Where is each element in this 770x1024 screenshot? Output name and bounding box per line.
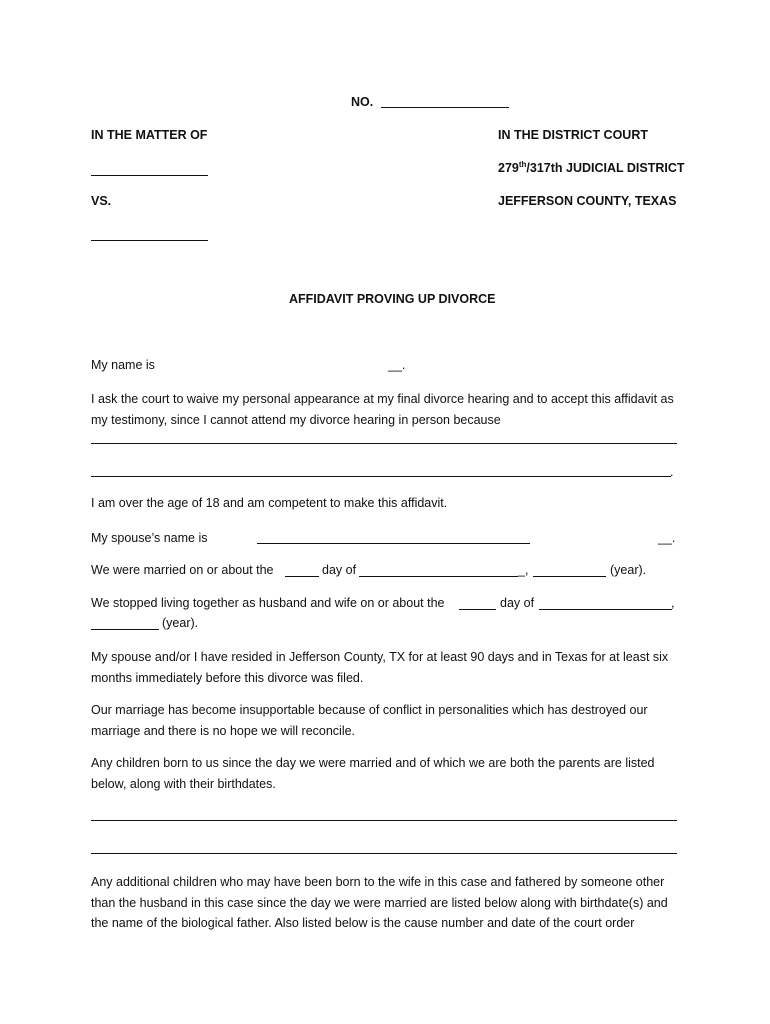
spouse-name-prefix: My spouse’s name is <box>91 531 208 545</box>
waive-appearance-paragraph: I ask the court to waive my personal appearance at my final divorce hearing and to accept this affidavit as my testimony, since I cannot attend my divorce hearing in person because <box>91 392 674 427</box>
children-line-1[interactable] <box>91 820 677 821</box>
name-suffix: __. <box>388 358 406 372</box>
reason-period: . <box>670 465 674 479</box>
married-comma: _, <box>518 563 529 577</box>
separated-prefix: We stopped living together as husband and wife on or about the <box>91 596 445 610</box>
separated-year-blank[interactable] <box>91 629 159 630</box>
additional-children-paragraph: Any additional children who may have been born to the wife in this case and fathered by someone other than the husband in this case since the day we were married are listed below along with birthdate(s) and the name of the biological father. Also listed below is the cause number and date of the court order <box>91 875 668 930</box>
judicial-district-label <box>498 161 685 175</box>
children-paragraph: Any children born to us since the day we were married and of which we are both the parents are listed below, along with their birthdates. <box>91 756 655 791</box>
residency-paragraph: My spouse and/or I have resided in Jefferson County, TX for at least 90 days and in Texas for at least six months immediately before this divorce was filed. <box>91 650 669 685</box>
spouse-name-blank[interactable] <box>257 543 530 544</box>
petitioner-name-blank[interactable] <box>91 175 208 176</box>
cause-number-text: NO. <box>351 95 374 109</box>
separated-month-blank[interactable] <box>539 609 672 610</box>
married-day-label: day of <box>322 563 357 577</box>
separated-day-blank[interactable] <box>459 609 496 610</box>
document-title: AFFIDAVIT PROVING UP DIVORCE <box>289 292 496 306</box>
district-rest: /317th JUDICIAL DISTRICT <box>526 161 685 175</box>
district-number: 279 <box>498 161 519 175</box>
married-year-label: (year). <box>610 563 647 577</box>
insupportable-paragraph: Our marriage has become insupportable because of conflict in personalities which has destroyed our marriage and there is no hope we will reconcile. <box>91 703 648 738</box>
matter-label: IN THE MATTER OF <box>91 128 208 142</box>
reason-line-2[interactable] <box>91 476 671 477</box>
age-statement: I am over the age of 18 and am competent to make this affidavit. <box>91 496 448 510</box>
spouse-name-suffix: __. <box>658 531 676 545</box>
married-month-blank[interactable] <box>359 576 518 577</box>
district-court-label: IN THE DISTRICT COURT <box>498 128 648 142</box>
separated-year-label: (year). <box>162 616 199 630</box>
cause-number-label <box>351 95 373 109</box>
separated-comma: , <box>671 596 675 610</box>
name-prefix: My name is <box>91 358 155 372</box>
married-prefix: We were married on or about the <box>91 563 274 577</box>
vs-label: VS. <box>91 194 112 208</box>
district-superscript: th <box>518 159 527 169</box>
children-line-2[interactable] <box>91 853 677 854</box>
cause-number-blank[interactable] <box>381 107 509 108</box>
respondent-name-blank[interactable] <box>91 240 208 241</box>
separated-day-label: day of <box>500 596 535 610</box>
married-day-blank[interactable] <box>285 576 319 577</box>
county-label: JEFFERSON COUNTY, TEXAS <box>498 194 677 208</box>
married-year-blank[interactable] <box>533 576 606 577</box>
reason-line-1[interactable] <box>91 443 677 444</box>
